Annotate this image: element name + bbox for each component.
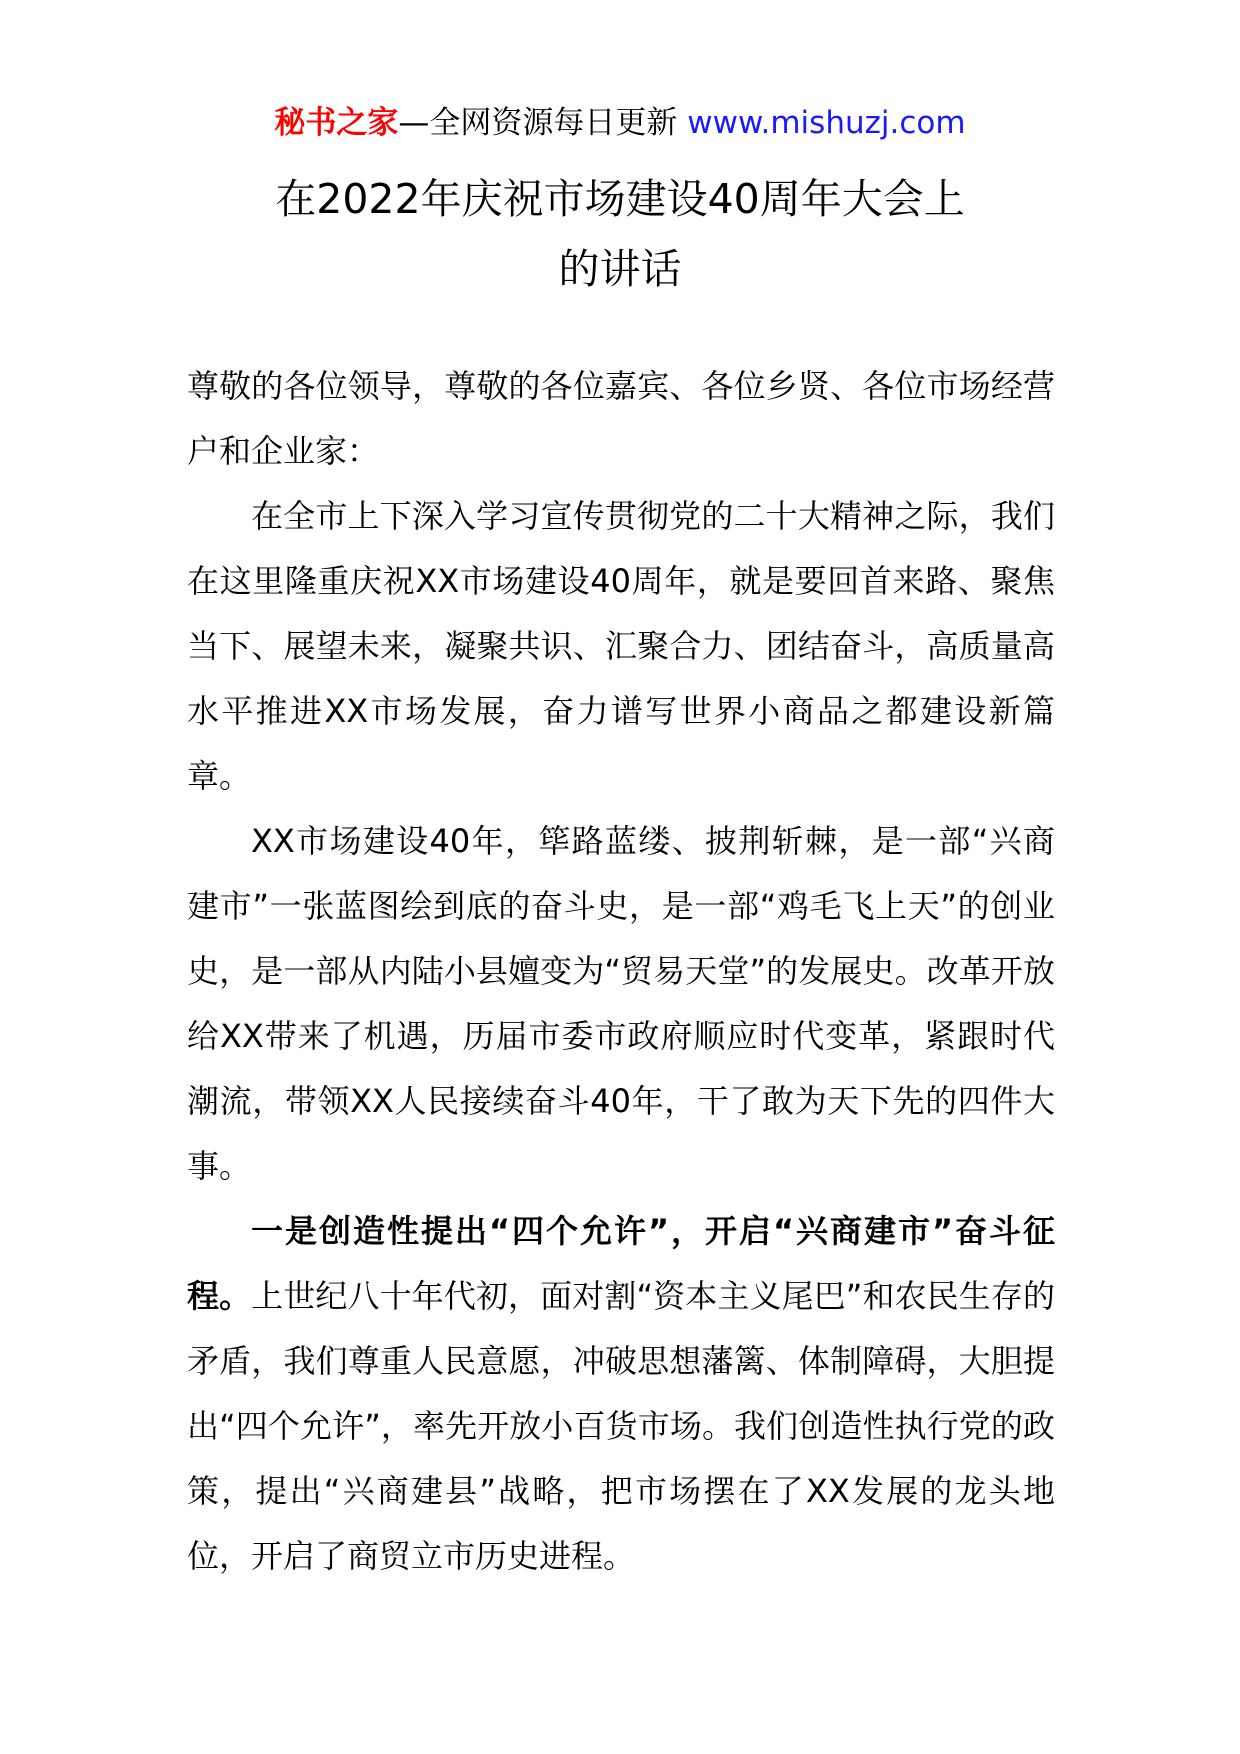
header-url-link[interactable]: www.mishuzj.com — [687, 105, 966, 141]
header-slogan: —全网资源每日更新 — [398, 105, 678, 141]
title-line-1: 在2022年庆祝市场建设40周年大会上 — [275, 175, 965, 223]
site-header — [0, 100, 1240, 146]
paragraph-3 — [187, 1199, 1055, 1589]
header-brand: 秘书之家 — [274, 105, 399, 141]
paragraph-3-lead: 一是创造性提出“四个允许”，开启“兴商建市”奋斗征程。 — [187, 1212, 1055, 1315]
paragraph-1: 在全市上下深入学习宣传贯彻党的二十大精神之际，我们在这里隆重庆祝XX市场建设40周年，就是要回首来路、聚焦当下、展望未来，凝聚共识、汇聚合力、团结奋斗，高质量高水平推进XX市场发展，奋力谱写世界小商品之都建设新篇章。 — [187, 497, 1055, 795]
paragraph-3-text: 上世纪八十年代初，面对割“资本主义尾巴”和农民生存的矛盾，我们尊重人民意愿，冲破思想藩篱、体制障碍，大胆提出“四个允许”，率先开放小百货市场。我们创造性执行党的政策，提出“兴商建县”战略，把市场摆在了XX发展的龙头地位，开启了商贸立市历史进程。 — [187, 1277, 1055, 1575]
document-title — [0, 164, 1240, 304]
greeting-paragraph: 尊敬的各位领导，尊敬的各位嘉宾、各位乡贤、各位市场经营户和企业家： — [187, 367, 1055, 470]
title-line-2: 的讲话 — [558, 245, 682, 293]
document-body — [187, 354, 1055, 1589]
paragraph-2: XX市场建设40年，筚路蓝缕、披荆斩棘，是一部“兴商建市”一张蓝图绘到底的奋斗史，是一部“鸡毛飞上天”的创业史，是一部从内陆小县嬗变为“贸易天堂”的发展史。改革开放给XX带来了机遇，历届市委市政府顺应时代变革，紧跟时代潮流，带领XX人民接续奋斗40年，干了敢为天下先的四件大事。 — [187, 822, 1055, 1185]
